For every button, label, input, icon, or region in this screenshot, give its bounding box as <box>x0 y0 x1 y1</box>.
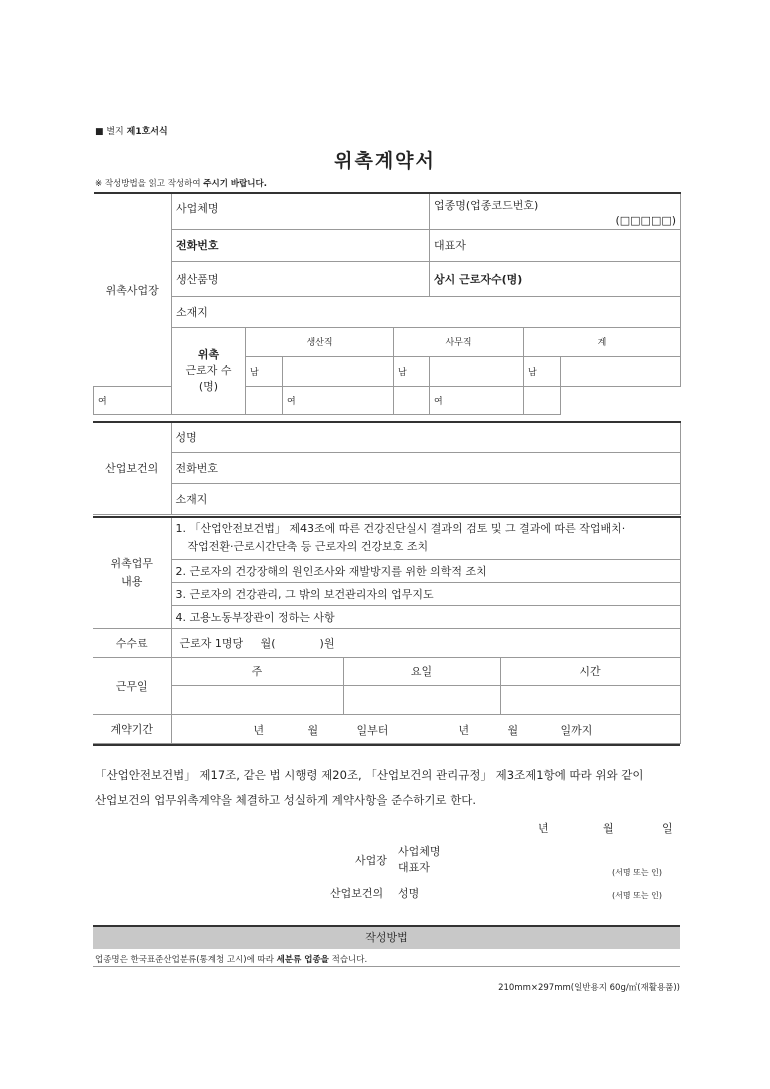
total-female-input[interactable] <box>524 386 561 414</box>
method-header: 작성방법 <box>93 925 680 949</box>
production-female-input[interactable] <box>246 386 283 414</box>
duty-item-3: 3. 근로자의 건강관리, 그 밖의 보건관리자의 업무지도 <box>171 582 680 605</box>
paper-spec: 210mm×297mm(일반용지 60g/㎡(재활용품)) <box>498 983 680 993</box>
doctor-sig-label: 산업보건의 <box>330 887 384 900</box>
phone-label: 전화번호 <box>176 239 219 252</box>
instruction-note: ※ 작성방법을 읽고 작성하여 주시기 바랍니다. <box>95 179 267 189</box>
ceo-field[interactable] <box>430 229 681 261</box>
industry-field[interactable] <box>430 193 681 229</box>
col-day: 요일 <box>343 657 500 685</box>
duties-section <box>93 516 681 744</box>
doctor-address-label: 소재지 <box>175 492 208 506</box>
total-male-label: 남 <box>524 356 561 386</box>
business-address-field[interactable] <box>172 296 681 327</box>
week-input[interactable] <box>171 685 343 714</box>
business-address-label: 소재지 <box>176 305 208 319</box>
health-section-label: 산업보건의 <box>93 422 171 514</box>
office-female-input[interactable] <box>394 386 430 414</box>
col-office: 사무직 <box>394 327 524 356</box>
office-male-input[interactable] <box>430 356 524 386</box>
workers-field[interactable] <box>430 261 681 296</box>
sig-company-label: 사업체명 <box>398 845 441 858</box>
agreement-statement: 「산업안전보건법」 제17조, 같은 법 시행령 제20조, 「산업보건의 관리규정」 제3조제1항에 따라 위와 같이 산업보건의 업무위촉계약을 체결하고 성실하게 계약사항을 준수하기로 한다. <box>95 768 644 807</box>
doctor-name-label: 성명 <box>175 431 197 445</box>
sig-ceo-label: 대표자 <box>398 861 430 874</box>
sign-or-seal-1[interactable]: (서명 또는 인) <box>612 868 662 877</box>
footer-divider <box>93 966 680 967</box>
col-total: 계 <box>524 327 681 356</box>
date-day-label: 일 <box>662 822 673 835</box>
doctor-phone-field[interactable] <box>171 452 680 483</box>
doctor-sig-name-label: 성명 <box>398 887 420 900</box>
col-week: 주 <box>171 657 343 685</box>
total-female-label: 여 <box>430 386 524 414</box>
product-label: 생산품명 <box>176 272 219 286</box>
phone-field[interactable] <box>172 229 430 261</box>
production-male-input[interactable] <box>283 356 394 386</box>
workday-label: 근무일 <box>93 657 171 714</box>
company-name-field[interactable] <box>172 193 430 229</box>
office-male-label: 남 <box>394 356 430 386</box>
duty-item-1: 1. 「산업안전보건법」 제43조에 따른 건강진단실시 결과의 검토 및 그 결과에 따른 작업배치· 작업전환·근로시간단축 등 근로자의 건강보호 조치 <box>171 517 680 559</box>
office-female-label: 여 <box>283 386 394 414</box>
form-number-label: ■ 별지 제1호서식 <box>95 127 168 137</box>
contract-period-label: 계약기간 <box>93 714 171 743</box>
contract-period-field[interactable]: 년 월 일부터 년 월 일까지 <box>171 714 680 743</box>
sign-or-seal-2[interactable]: (서명 또는 인) <box>612 891 662 900</box>
doctor-address-field[interactable] <box>171 483 680 514</box>
time-input[interactable] <box>500 685 680 714</box>
industry-label: 업종명(업종코드번호) <box>434 199 539 212</box>
production-male-label: 남 <box>246 356 283 386</box>
date-month-label: 월 <box>603 822 614 835</box>
production-female-label: 여 <box>94 386 172 414</box>
section-divider <box>93 744 680 746</box>
industry-code-boxes: (□□□□□) <box>615 214 677 227</box>
doctor-phone-label: 전화번호 <box>175 461 219 475</box>
duty-item-2: 2. 근로자의 건강장해의 원인조사와 재발방지를 위한 의학적 조치 <box>171 559 680 582</box>
fee-field[interactable]: 근로자 1명당 월( )원 <box>171 628 680 657</box>
method-text: 업종명은 한국표준산업분류(통계청 고시)에 따라 세분류 업종을 적습니다. <box>95 955 368 965</box>
doctor-name-field[interactable] <box>171 422 680 452</box>
workers-label: 상시 근로자수(명) <box>434 272 523 286</box>
duty-item-4: 4. 고용노동부장관이 정하는 사항 <box>171 605 680 628</box>
duties-section-label: 위촉업무 내용 <box>93 517 171 628</box>
company-name-label: 사업체명 <box>176 202 219 215</box>
total-male-input[interactable] <box>561 356 681 386</box>
col-production: 생산직 <box>246 327 394 356</box>
product-field[interactable] <box>172 261 430 296</box>
worker-count-label: 위촉 근로자 수 (명) <box>172 327 246 414</box>
col-time: 시간 <box>500 657 680 685</box>
ceo-label: 대표자 <box>434 239 466 252</box>
fee-label: 수수료 <box>93 628 171 657</box>
business-section-label: 위촉사업장 <box>94 193 172 386</box>
health-section <box>93 421 681 515</box>
workplace-label: 사업장 <box>355 854 387 867</box>
page-title: 위촉계약서 <box>334 150 436 172</box>
business-section <box>93 192 681 415</box>
day-input[interactable] <box>343 685 500 714</box>
date-year-label: 년 <box>538 822 549 835</box>
